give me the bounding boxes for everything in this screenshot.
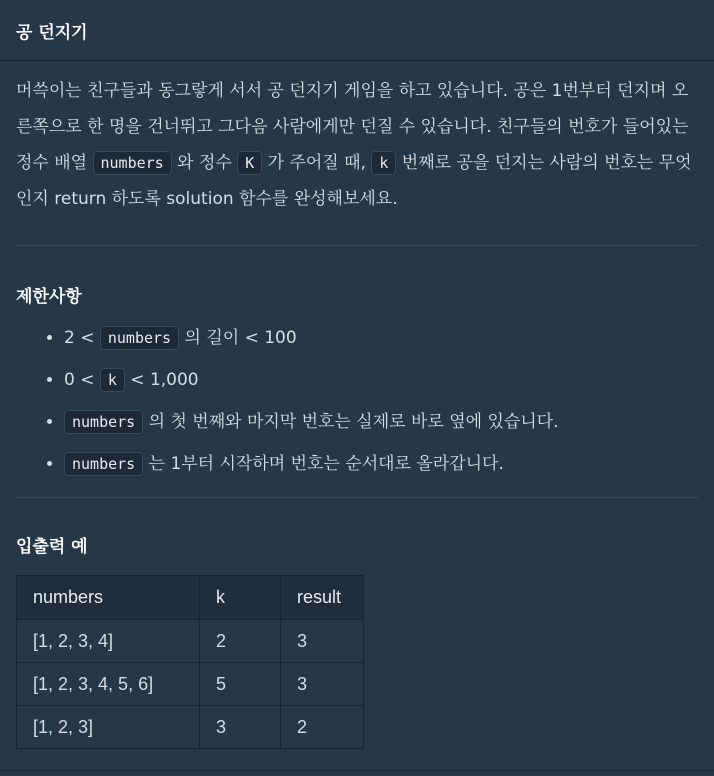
description-text-1: 머쓱이는 친구들과 동그랗게 서서 공 던지기 게임을 하고 있습니다. 공은 1번부터 던지며 오른쪽으로 한 명을 건너뛰고 그다음 사람에게만 던질 수 있습니다. 친구들의 번호가 들어있는 정수 배열 [16,81,689,173]
problem-content [0,73,714,749]
problem-title: 공 던지기 [16,22,88,43]
description-text-2: 와 정수 [171,153,238,173]
constraint-text: 의 첫 번째와 마지막 번호는 실제로 바로 옆에 있습니다. [143,412,559,432]
problem-description [16,73,698,217]
constraint-item [64,359,698,401]
description-text-3: 가 주어질 때, [262,153,372,173]
code-k: k [371,151,396,175]
cell-result: 3 [281,663,364,706]
problem-header [0,0,714,61]
cell-numbers: [1, 2, 3, 4] [17,620,200,663]
constraint-text: < 1,000 [124,370,199,390]
table-row [17,663,364,706]
cell-k: 3 [200,706,281,749]
constraint-item [64,443,698,485]
cell-k: 5 [200,663,281,706]
cell-result: 2 [281,706,364,749]
bottom-divider [0,770,714,771]
constraint-item [64,401,698,443]
examples-table [16,575,364,749]
constraints-title: 제한사항 [16,287,82,307]
code-k: k [100,368,125,392]
column-header-k: k [200,576,281,620]
code-numbers: numbers [64,452,143,476]
description-text-4: 번째로 공을 던지는 사람의 번호는 무엇인지 return 하도록 solution 함수를 완성해보세요. [16,153,692,209]
divider [16,245,698,246]
constraint-text: 의 길이 < 100 [179,328,297,348]
code-K: K [237,151,262,175]
table-row [17,706,364,749]
constraint-text: 0 < [64,370,100,390]
constraints-list [16,317,698,485]
column-header-numbers: numbers [17,576,200,620]
divider [16,497,698,498]
table-header-row [17,576,364,620]
cell-numbers: [1, 2, 3, 4, 5, 6] [17,663,200,706]
cell-k: 2 [200,620,281,663]
column-header-result: result [281,576,364,620]
constraint-item [64,317,698,359]
code-numbers: numbers [100,326,179,350]
cell-result: 3 [281,620,364,663]
constraint-text: 2 < [64,328,100,348]
table-row [17,620,364,663]
code-numbers: numbers [64,410,143,434]
code-numbers: numbers [93,151,172,175]
constraint-text: 는 1부터 시작하며 번호는 순서대로 올라갑니다. [143,454,504,474]
cell-numbers: [1, 2, 3] [17,706,200,749]
examples-title: 입출력 예 [16,537,88,557]
